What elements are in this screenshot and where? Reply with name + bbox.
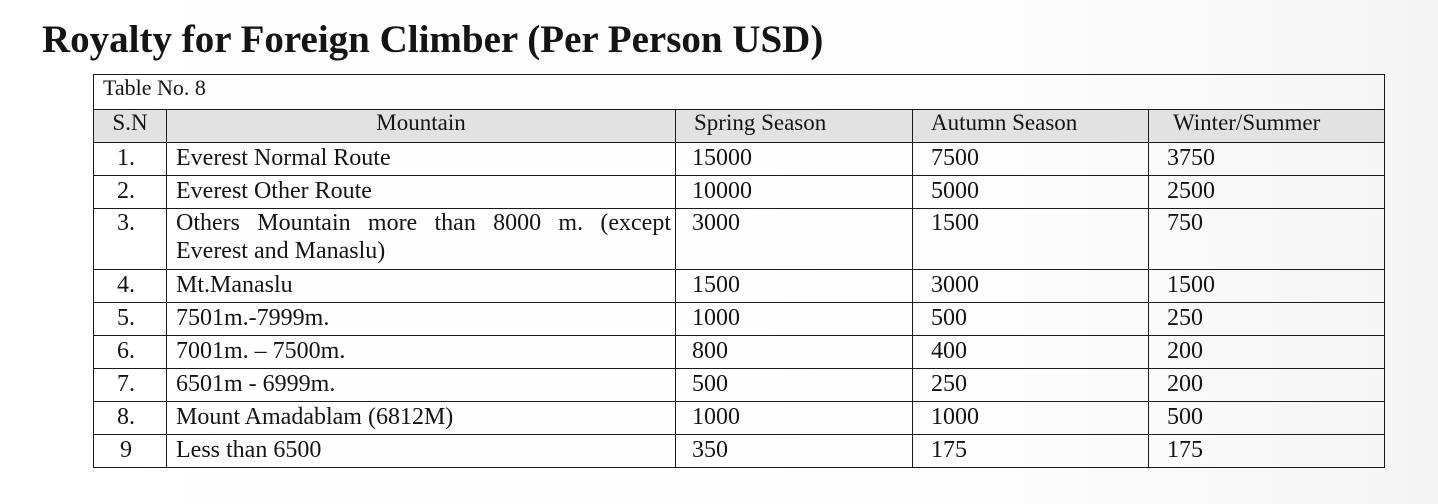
cell-winter: 500 xyxy=(1149,402,1385,435)
table-row xyxy=(94,303,1385,336)
cell-sn: 8. xyxy=(94,402,167,435)
cell-spring: 350 xyxy=(676,435,913,468)
cell-mountain: Everest Other Route xyxy=(167,176,676,209)
cell-winter: 750 xyxy=(1149,209,1385,270)
table-row xyxy=(94,176,1385,209)
cell-sn: 3. xyxy=(94,209,167,270)
cell-mountain: 7501m.-7999m. xyxy=(167,303,676,336)
cell-spring: 1000 xyxy=(676,303,913,336)
cell-sn: 2. xyxy=(94,176,167,209)
cell-spring: 3000 xyxy=(676,209,913,270)
cell-winter: 2500 xyxy=(1149,176,1385,209)
cell-winter: 250 xyxy=(1149,303,1385,336)
cell-sn: 4. xyxy=(94,270,167,303)
royalty-table xyxy=(93,74,1385,468)
cell-autumn: 3000 xyxy=(913,270,1149,303)
cell-sn: 5. xyxy=(94,303,167,336)
cell-winter: 175 xyxy=(1149,435,1385,468)
cell-winter: 200 xyxy=(1149,369,1385,402)
header-spring-season: Spring Season xyxy=(676,110,913,143)
page-title: Royalty for Foreign Climber (Per Person USD) xyxy=(42,18,824,61)
cell-spring: 1000 xyxy=(676,402,913,435)
header-autumn-season: Autumn Season xyxy=(913,110,1149,143)
cell-autumn: 175 xyxy=(913,435,1149,468)
cell-winter: 3750 xyxy=(1149,143,1385,176)
cell-sn: 7. xyxy=(94,369,167,402)
cell-autumn: 250 xyxy=(913,369,1149,402)
cell-mountain: Everest Normal Route xyxy=(167,143,676,176)
cell-autumn: 5000 xyxy=(913,176,1149,209)
cell-autumn: 400 xyxy=(913,336,1149,369)
cell-mountain: 7001m. – 7500m. xyxy=(167,336,676,369)
header-mountain: Mountain xyxy=(167,110,676,143)
cell-mountain: Mt.Manaslu xyxy=(167,270,676,303)
header-winter-summer: Winter/Summer xyxy=(1149,110,1385,143)
cell-sn: 9 xyxy=(94,435,167,468)
cell-winter: 200 xyxy=(1149,336,1385,369)
cell-spring: 10000 xyxy=(676,176,913,209)
cell-mountain: Mount Amadablam (6812M) xyxy=(167,402,676,435)
cell-spring: 500 xyxy=(676,369,913,402)
cell-autumn: 1000 xyxy=(913,402,1149,435)
cell-autumn: 1500 xyxy=(913,209,1149,270)
cell-autumn: 7500 xyxy=(913,143,1149,176)
table-caption: Table No. 8 xyxy=(94,75,1385,110)
header-sn: S.N xyxy=(94,110,167,143)
cell-autumn: 500 xyxy=(913,303,1149,336)
table-caption-row xyxy=(94,75,1385,110)
table-row xyxy=(94,402,1385,435)
cell-mountain: 6501m - 6999m. xyxy=(167,369,676,402)
cell-mountain: Others Mountain more than 8000 m. (except Everest and Manaslu) xyxy=(167,209,676,270)
cell-mountain: Less than 6500 xyxy=(167,435,676,468)
table-row xyxy=(94,336,1385,369)
cell-sn: 6. xyxy=(94,336,167,369)
table-row xyxy=(94,143,1385,176)
table-row xyxy=(94,369,1385,402)
cell-spring: 800 xyxy=(676,336,913,369)
cell-winter: 1500 xyxy=(1149,270,1385,303)
table-row xyxy=(94,270,1385,303)
cell-sn: 1. xyxy=(94,143,167,176)
cell-spring: 1500 xyxy=(676,270,913,303)
table-row xyxy=(94,435,1385,468)
table-row xyxy=(94,209,1385,270)
table-header-row xyxy=(94,110,1385,143)
cell-spring: 15000 xyxy=(676,143,913,176)
